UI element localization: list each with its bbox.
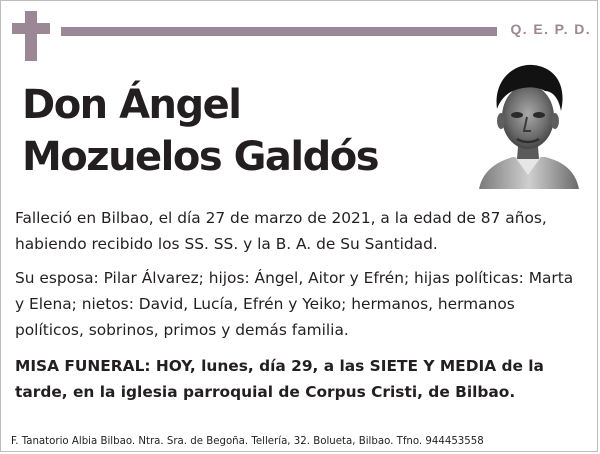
family-paragraph: Su esposa: Pilar Álvarez; hijos: Ángel, Aitor y Efrén; hijas políticas: Marta y Elena; nietos: David, Lucía, Efrén y Yeiko; hermanos, hermanos políticos, sobrinos, primos y demás familia. xyxy=(15,269,574,339)
death-notice-paragraph: Falleció en Bilbao, el día 27 de marzo de 2021, a la edad de 87 años, habiendo recibido los SS. SS. y la B. A. de Su Santidad. xyxy=(15,209,547,253)
funeral-paragraph: MISA FUNERAL: HOY, lunes, día 29, a las SIETE Y MEDIA de la tarde, en la iglesia parroquial de Corpus Cristi, de Bilbao. xyxy=(15,357,544,401)
deceased-name xyxy=(22,79,378,183)
name-line-1: Don Ángel xyxy=(22,82,241,128)
header-band xyxy=(61,27,497,36)
portrait-photo xyxy=(475,61,582,189)
qepd-label: Q. E. P. D. xyxy=(510,21,591,37)
portrait-photo-image xyxy=(475,61,582,189)
name-line-2: Mozuelos Galdós xyxy=(22,134,379,180)
funeral-home-footer: F. Tanatorio Albia Bilbao. Ntra. Sra. de Begoña. Tellería, 32. Bolueta, Bilbao. Tfno. 944453558 xyxy=(11,436,484,447)
